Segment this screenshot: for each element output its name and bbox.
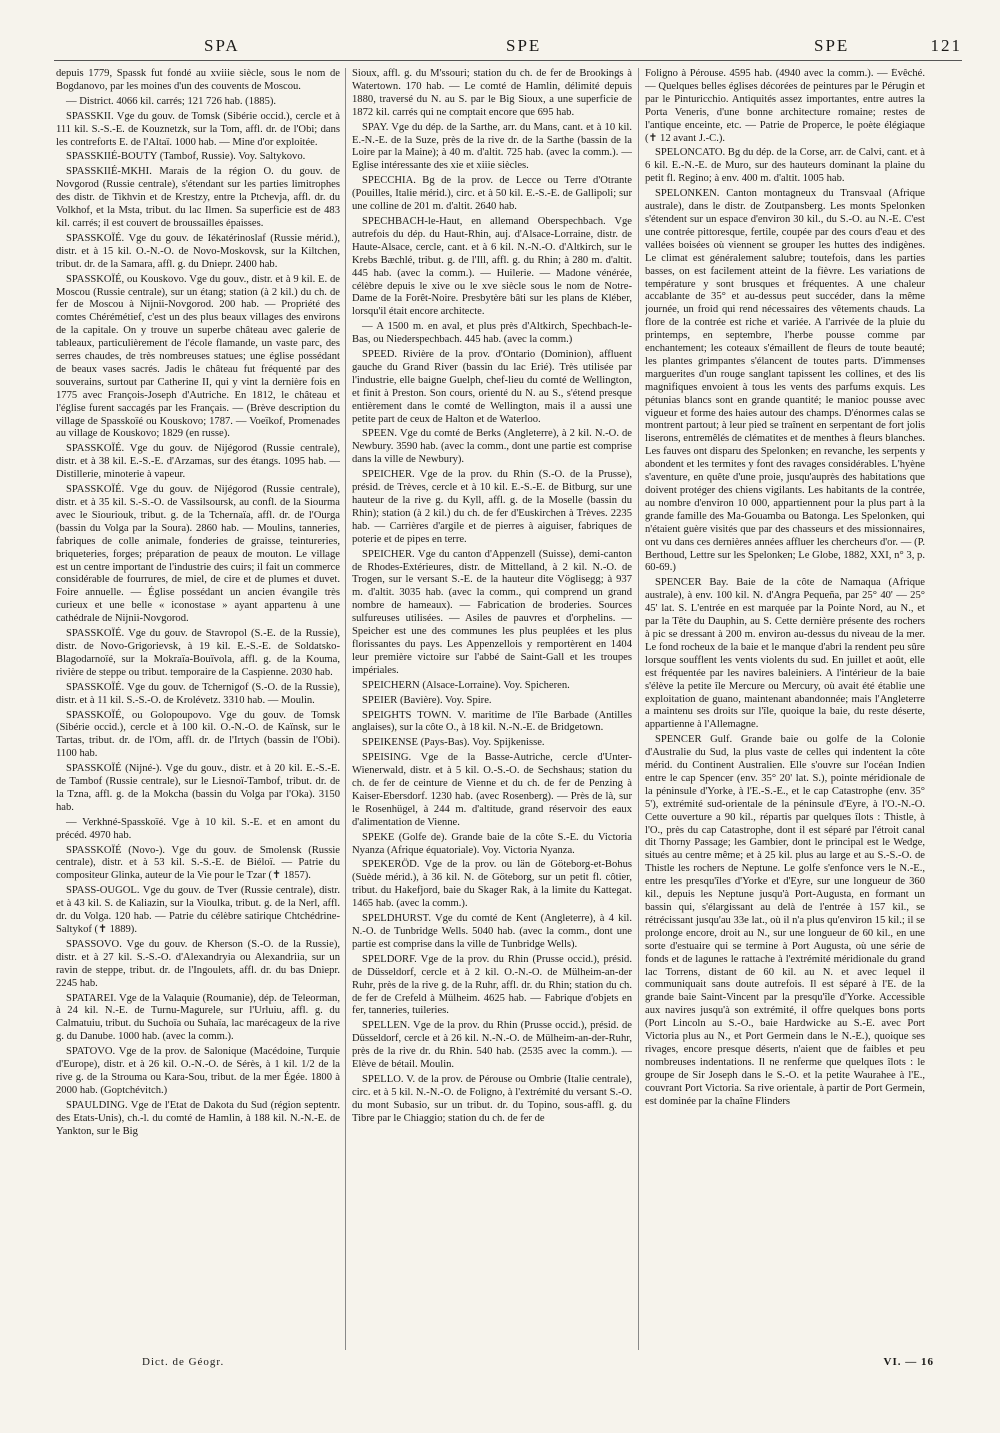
column-divider: [638, 68, 639, 1350]
footer-volume: VI. — 16: [883, 1356, 934, 1368]
entry-paragraph: SPAY. Vge du dép. de la Sarthe, arr. du Mans, cant. et à 10 kil. E.-N.-E. de la Suze, près de la rive dr. de la Sarthe (bassin de la Loire par la Maine); à 40 m. d'altit. 725 hab. (avec la comm.). — Eglise intéressante des xie et xiiie siècles.: [352, 121, 632, 172]
entry-paragraph: — Verkhné-Spasskoïé. Vge à 10 kil. S.-E. et en amont du précéd. 4970 hab.: [56, 816, 340, 841]
entry-paragraph: SPATOVO. Vge de la prov. de Salonique (Macédoine, Turquie d'Europe), distr. et à 26 kil. O.-N.-O. de Sérès, à 1 kil. 1/2 de la rive g. de la Strouma ou Kara-Sou, tribut. de la mer Égée. 1800 à 2000 hab. (Goptchévitch.): [56, 1046, 340, 1096]
entry-paragraph: SPEEN. Vge du comté de Berks (Angleterre), à 2 kil. N.-O. de Newbury. 3590 hab. (avec la comm., dont une partie est comprise dans la ville de Newbury).: [352, 428, 632, 466]
header-rule: [54, 60, 962, 61]
column-1: [56, 68, 340, 1350]
entry-paragraph: SPASSKOÏÉ. Vge du gouv. de Nijégorod (Russie centrale), distr. et à 35 kil. S.-S.-O. de Vassilsoursk, au confl. de la Siourma avec le Siouriouk, tribut. g. de la Tchernaïa, affl. dr. de l'Ourga (bassin du Volga par la Soura). 2860 hab. — Moulins, tanneries, fabriques de colle animale, fonderies de graisse, teintureries, briqueteries, forges; préparation de peaux de mouton. Le village est un centre important de l'industrie des cuirs; il fait un commerce considérable de fourrures, de miel, de cire et de plumes et duvet. Foire annuelle. — Église possédant un ancien évangile très curieux et une belle « iconostase » ayant appartenu à une cathédrale de Nijnii-Novgorod.: [56, 484, 340, 625]
header-right-word: SPE: [814, 36, 850, 55]
entry-paragraph: — A 1500 m. en aval, et plus près d'Altkirch, Spechbach-le-Bas, ou Niederspechbach. 445 hab. (avec la comm.): [352, 321, 632, 346]
running-header: [54, 36, 962, 66]
entry-paragraph: SPELONCATO. Bg du dép. de la Corse, arr. de Calvi, cant. et à 6 kil. E.-N.-E. de Muro, sur des hauteurs dominant la plaine du petit fl. Regino; à env. 400 m. d'altit. 1005 hab.: [645, 147, 925, 185]
entry-paragraph: SPASSKIIÉ-MKHI. Marais de la région O. du gouv. de Novgorod (Russie centrale), s'étendant sur les parties limitrophes des distr. de Tikhvin et de Krestzy, entre la Ptchevja, affl. dr. du Volkhof, et la Msta, tribut. du lac Ilmen. Sa superficie est de 483 kil. carrés; il est couvert de broussailles épaisses.: [56, 166, 340, 229]
entry-paragraph: SPASSKOÏÉ (Novo-). Vge du gouv. de Smolensk (Russie centrale), distr. et à 53 kil. S.-S.-E. de Biéloï. — Patrie du compositeur Glinka, auteur de la Vie pour le Tzar (✝ 1857).: [56, 844, 340, 882]
entry-paragraph: SPASSKOÏÉ. Vge du gouv. de Nijégorod (Russie centrale), distr. et à 38 kil. E.-S.-E. d'Arzamas, sur des étangs. 1095 hab. — Distillerie, minoterie à vapeur.: [56, 443, 340, 481]
entry-paragraph: SPASS-OUGOL. Vge du gouv. de Tver (Russie centrale), distr. et à 43 kil. S. de Kaliazin, sur la Vioulka, tribut. g. de la Nerl, affl. dr. du Volga. 120 hab. — Patrie du célèbre satirique Chtchédrine-Saltykof (✝ 1889).: [56, 885, 340, 935]
entry-paragraph: SPAULDING. Vge de l'Etat de Dakota du Sud (région septentr. des Etats-Unis), ch.-l. du comté de Hamlin, à 188 kil. N.-N.-E. de Yankton, sur le Big: [56, 1099, 340, 1137]
entry-paragraph: SPASSKIIÉ-BOUTY (Tambof, Russie). Voy. Saltykovo.: [66, 151, 306, 163]
entry-paragraph: SPASSKOÏÉ, ou Kouskovo. Vge du gouv., distr. et à 9 kil. E. de Moscou (Russie centrale), sur un étang; station (à 2 kil.) du ch. de fer de Moscou à Nijnii-Novgorod. 200 hab. — Propriété des comtes Chérémétief, c'est un des plus beaux villages des environs de la capitale. On y trouve un superbe château avec galerie de tableaux, particulièrement de l'école flamande, un vaste parc, des serres chaudes, de très nombreuses statues; une église possédant de beaux vases sacrés. Jadis le château fut fréquenté par des souverains, surtout par Catherine II, qui y vint la dernière fois en 1775 avec François-Joseph d'Autriche. En 1812, le château et l'église furent saccagés par les Français. — (Brève description du village de Spasskoïé ou Kouskovo; 1787. — Voeïkof, Promenades au village de Kouskovo; 1829 (en russe).: [56, 273, 340, 440]
entry-paragraph: Sioux, affl. g. du M'ssouri; station du ch. de fer de Brookings à Watertown. 170 hab. — Le comté de Hamlin, délimité depuis 1880, traversé du N. au S. par le Big Sioux, a une superficie de 1872 kil. carrés qui ne comptait encore que 695 hab.: [352, 68, 632, 118]
column-2: [352, 68, 632, 1350]
entry-paragraph: depuis 1779, Spassk fut fondé au xviiie siècle, sous le nom de Bogdanovo, par les moines d'un des couvents de Moscou.: [56, 68, 340, 92]
entry-paragraph: SPEIKENSE (Pays-Bas). Voy. Spijkenisse.: [362, 737, 545, 749]
entry-paragraph: SPASSOVO. Vge du gouv. de Kherson (S.-O. de la Russie), distr. et à 27 kil. S.-S.-O. d'Alexandryia ou Alexandriia, sur un ravin de steppe, tribut. dr. de l'Ingoulets, affl. dr. du bas Dniepr. 2245 hab.: [56, 938, 340, 989]
entry-paragraph: SPELDORF. Vge de la prov. du Rhin (Prusse occid.), présid. de Düsseldorf, cercle et à 2 kil. O.-N.-O. de Mülheim-an-der Ruhr, près de la rive g. de la Ruhr, affl. dr. du Rhin; station du ch. de fer de Crefeld à Mülheim. 4625 hab. — Fabrique d'objets en fer, tanneries, tuileries.: [352, 953, 632, 1017]
entry-paragraph: SPASSKII. Vge du gouv. de Tomsk (Sibérie occid.), cercle et à 111 kil. S.-S.-E. de Kouznetzk, sur la Tom, affl. dr. de l'Obi; dans les contreforts E. de l'Altaï. 1000 hab. — Mine d'or exploitée.: [56, 110, 340, 148]
entry-paragraph: SPELDHURST. Vge du comté de Kent (Angleterre), à 4 kil. N.-O. de Tunbridge Wells. 5040 hab. (avec la comm., dont une partie est comprise dans la ville de Tunbridge Wells).: [352, 913, 632, 950]
page-number: 121: [930, 36, 962, 55]
entry-paragraph: SPEKERÖD. Vge de la prov. ou län de Göteborg-et-Bohus (Suède mérid.), à 36 kil. N. de Göteborg, sur un petit fl. côtier, tribut. du Hakefjord, baie du Skager Rak, à la limite du Kattegat. 1465 hab. (avec la comm.).: [352, 859, 632, 910]
entry-paragraph: SPELONKEN. Canton montagneux du Transvaal (Afrique australe), dans le distr. de Zoutpansberg. Les monts Spelonken s'étendent sur un espace d'environ 30 kil., du S.-O. au N.-E. C'est une contrée pittoresque, fertile, coupée par des cours d'eau et des vallées boisées où viennent se grouper les huttes des indigènes. Le climat est généralement salubre; toutefois, dans les parties basses, on est facilement atteint de la fièvre. Les variations de température y sont brusques et fréquentes. A une chaleur accablante de 35° et au-dessus peut succéder, dans la même journée, un froid qui rend nécessaires des vêtements chauds. La flore de la contrée est riche et variée. A l'arrivée de la pluie du printemps, en septembre, l'herbe pousse comme par enchantement; les coteaux s'émaillent de fleurs de toute beauté; les plantes grimpantes s'élancent de toutes parts. D'immenses marguerites d'un rouge sanglant tapissent les collines, et des lis magnifiques envoient à tous les vents des parfums exquis. Les pétunias blancs sont en grande quantité; le manioc pousse avec vigueur et forme des haies autour des champs. D'énormes calas se montrent partout; à leur pied se traînent en serpentant de fort jolis liserons, entremêlés de clématites et de menthes à fleurs blanches. Les fauves ont disparu des Spelonken; en revanche, les serpents y abondent et les termites y font des ravages considérables. L'hyène s'aventure, en quête d'une proie, jusqu'auprès des habitations que doivent protéger des chiens vigilants. Les habitants de la contrée, au nombre d'environ 10 000, appartiennent pour la plus part à la grande famille des Ma-Gouamba ou Batonga. Les Spelonken, qui n'étaient guère visités que par des chasseurs et des missionnaires, ont vu dans ces dernières années affluer les chercheurs d'or. — (P. Berthoud, Lettre sur les Spelonken; Le Globe, 1882, XXI, n° 3, p. 60-69.): [645, 188, 925, 574]
entry-paragraph: SPEICHER. Vge de la prov. du Rhin (S.-O. de la Prusse), présid. de Trèves, cercle et à 10 kil. E.-S.-E. de Bitburg, sur une hauteur de la rive g. du Kyll, affl. g. de la Moselle (bassin du Rhin); station (à 2 kil.) du ch. de fer d'Euskirchen à Trèves. 2235 hab. — Carrières d'argile et de pierres à aiguiser, fabriques de poterie et de pipes en terre.: [352, 469, 632, 545]
entry-paragraph: SPEIGHTS TOWN. V. maritime de l'île Barbade (Antilles anglaises), sur la côte O., à 18 kil. N.-N.-E. de Bridgetown.: [352, 709, 632, 734]
entry-paragraph: SPEIER (Bavière). Voy. Spire.: [362, 694, 492, 706]
entry-paragraph: — District. 4066 kil. carrés; 121 726 hab. (1885).: [66, 95, 277, 107]
entry-paragraph: SPASSKOÏÉ (Nijné-). Vge du gouv., distr. et à 20 kil. E.-S.-E. de Tambof (Russie centrale), sur le Liesnoï-Tambof, tribut. dr. de la Tzna, affl. g. de la Mokcha (bassin du Volga par l'Oka). 3150 hab.: [56, 763, 340, 813]
entry-paragraph: SPELLO. V. de la prov. de Pérouse ou Ombrie (Italie centrale), circ. et à 5 kil. N.-N.-O. de Foligno, à l'extrémité du versant S.-O. du mont Subasio, sur un tribut. dr. du Topino, sous-affl. g. du Tibre par le Chiaggio; station du ch. de fer de: [352, 1073, 632, 1124]
entry-paragraph: SPASSKOÏÉ, ou Golopoupovo. Vge du gouv. de Tomsk (Sibérie occid.), cercle et à 100 kil. O.-N.-O. de Kaïnsk, sur le Tartas, tribut. dr. de l'Om, affl. dr. de l'Irtych (bassin de l'Obi). 1100 hab.: [56, 709, 340, 760]
entry-paragraph: SPASSKOÏÉ. Vge du gouv. de Iékatérinoslaf (Russie mérid.), distr. et à 15 kil. O.-N.-O. de Novo-Moskovsk, sur la Kiltchen, tribut. dr. de la Samara, affl. g. du Dniepr. 2400 hab.: [56, 232, 340, 270]
entry-paragraph: SPECHBACH-le-Haut, en allemand Oberspechbach. Vge autrefois du dép. du Haut-Rhin, auj. d'Alsace-Lorraine, distr. de Haute-Alsace, cercle, cant. et à 6 kil. N.-N.-O. d'Altkirch, sur le Krebs Bæchlé, tribut. g. de l'Ill, affl. g. du Rhin; à 280 m. d'altit. 445 hab. (avec la comm.). — Huilerie. — Madone vénérée, célèbre depuis le xive ou le xve siècle sous le nom de Notre-Dame de la Forêt-Noire. Presbytère bâti sur les plans de Kléber, lorsqu'il était encore architecte.: [352, 215, 632, 318]
column-3: [645, 68, 925, 1350]
page-footer: [54, 1356, 962, 1376]
column-divider: [345, 68, 346, 1350]
entry-paragraph: SPELLEN. Vge de la prov. du Rhin (Prusse occid.), présid. de Düsseldorf, cercle et à 26 kil. N.-N.-O. de Mülheim-an-der-Ruhr, près de la rive dr. du Rhin. 540 hab. (2535 avec la comm.). — Elève de bétail. Moulin.: [352, 1020, 632, 1071]
entry-paragraph: SPEISING. Vge de la Basse-Autriche, cercle d'Unter-Wienerwald, distr. et à 5 kil. O.-S.-O. de Sechshaus; station du ch. de fer de ceinture de Vienne et du ch. de fer de Penzing à Kaiser-Ebersdorf. 1230 hab. (avec Rosenberg). — Près de là, sur le Rosenhügel, à 244 m. d'altitude, grand réservoir des eaux d'alimentation de Vienne.: [352, 752, 632, 828]
header-left-word: SPA: [204, 36, 240, 55]
entry-paragraph: SPASSKOÏÉ. Vge du gouv. de Stavropol (S.-E. de la Russie), distr. de Novo-Grigorievsk, à 19 kil. E.-S.-E. de Soldatsko-Blagodarnoïé, sur la Mokraïa-Bouïvola, affl. g. de la Kouma, rivière de steppe ou tribut. temporaire de la Caspienne. 2030 hab.: [56, 628, 340, 678]
footer-signature: Dict. de Géogr.: [142, 1356, 225, 1368]
entry-paragraph: SPEED. Rivière de la prov. d'Ontario (Dominion), affluent gauche du Grand River (bassin du lac Erié). Très utilisée par l'industrie, elle baigne Guelph, chef-lieu du comté de Wellington, et finit à Preston. Son cours, orienté du N. au S., s'étend presque entièrement dans le comté de Wellington, mais il a aussi une petite part de ceux de Halton et de Waterloo.: [352, 349, 632, 425]
entry-paragraph: SPEICHERN (Alsace-Lorraine). Voy. Spicheren.: [362, 679, 570, 691]
entry-paragraph: SPEICHER. Vge du canton d'Appenzell (Suisse), demi-canton de Rhodes-Extérieures, distr. de Mittelland, à 2 kil. N.-O. de Trogen, sur le versant S.-E. de la hauteur dite Vöglisegg; à 937 m. d'altit. 3035 hab. (avec la comm., qui comprend un grand nombre de hameaux). — Fabrication de broderies. Sources sulfureuses utilisées. — Asiles de pauvres et d'orphelins. — Speicher est une des communes les plus peuplées et les plus florissantes du pays. Les Appenzellois y remportèrent en 1404 leur première victoire sur l'abbé de Saint-Gall et les troupes impériales.: [352, 548, 632, 676]
entry-paragraph: SPENCER Gulf. Grande baie ou golfe de la Colonie d'Australie du Sud, la plus vaste de celles qui indentent la côte mérid. du Continent Australien. Elle s'ouvre sur l'océan Indien entre le cap Spencer (env. 35° 20' lat. S.), pointe méridionale de la péninsule d'Yorke, à l'E.-S.-E., et le cap Catastrophe (env. 35° 5'), extrémité sud-orientale de la péninsule d'Eyre, à l'O.-N.-O. Cette ouverture a 90 kil., répartis par quelques îlots : Thistle, à l'O., près du cap Catastrophe, dont il est séparé par l'étroit canal dit Thorny Passage; les Gambier, dont le principal est le Wedge, situés au centre même; et à 25 kil. plus au large et au S.-S.-O. de Thistle les rochers de Neptune. Le golfe s'enfonce vers le N.-E., entre les presqu'îles d'Yorke et d'Eyre, sur une longueur de 360 kil., depuis les Neptune jusqu'à Port-Augusta, en formant un bassin qui, s'élargissant au delà de l'entrée à 157 kil., se rétrécissant jusqu'au 33e lat., où il n'a plus qu'environ 15 kil.; il se prolonge encore, droit au N., sur une longueur de 60 kil., en une sorte d'estuaire qui se termine à Port Augusta, où une série de fonds et de lagunes le rattache à l'extrémité méridionale du grand lac Torrens, distant de 60 kil. au N. et avec lequel il communiquait sans doute autrefois. Il est séparé à l'E. de la grande baie Saint-Vincent par la presqu'île d'Yorke. Accessible aux navires jusqu'à son extrémité, il offre quelques bons ports (Port Lincoln au S.-O., baie Hardwicke au S.-E. avec Port Victoria plus au N., et Port Germein dans le N.-E.), quoique ses rivages, encore presque déserts, n'aient que de faibles et peu nombreuses indentations. Il ne renferme que quelques îlots : le groupe de Sir Joseph dans le S.-O. et la petite Waurahee à l'E., couvrant Port Victoria. Sa rive orientale, à partir de Port Germein, est dominée par la chaîne Flinders: [645, 734, 925, 1107]
header-center-word: SPE: [506, 36, 542, 55]
entry-paragraph: SPEKE (Golfe de). Grande baie de la côte S.-E. du Victoria Nyanza (Afrique équatoriale). Voy. Victoria Nyanza.: [352, 831, 632, 856]
entry-paragraph: SPATAREI. Vge de la Valaquie (Roumanie), dép. de Teleorman, à 24 kil. N.-E. de Turnu-Magurele, sur l'Urluiu, affl. g. du Calmatuiu, tribut. du Suchoïa ou Suhaïa, lac marécageux de la rive g. du Danube. 1000 hab. (avec la comm.).: [56, 992, 340, 1043]
entry-paragraph: Foligno à Pérouse. 4595 hab. (4940 avec la comm.). — Évêché. — Quelques belles églises décorées de peintures par le Pérugin et par le Pinturicchio. Antiquités assez importantes, entre autres la Porta Veneris, d'une bonne architecture romaine; restes de l'antique enceinte, etc. — Patrie de Properce, le poète élégiaque (✝ 12 avant J.-C.).: [645, 68, 925, 144]
entry-paragraph: SPECCHIA. Bg de la prov. de Lecce ou Terre d'Otrante (Pouilles, Italie mérid.), circ. et à 50 kil. E.-S.-E. de Gallipoli; sur une colline de 201 m. d'altit. 2640 hab.: [352, 175, 632, 213]
entry-paragraph: SPENCER Bay. Baie de la côte de Namaqua (Afrique australe), à env. 100 kil. N. d'Angra Pequeña, par 25° 40' — 25° 45' lat. S. L'entrée en est marquée par la Pointe Nord, au N., et par la Tête du Dauphin, au S. Cette dernière présente des rochers à pic se dressant à 200 m. environ au-dessus du niveau de la mer. Le fond rocheux de la baie et le manque d'abri la rendent peu sûre lorsque soufflent les vents violents du sud. En juillet et août, elle est fréquentée par les navires baleiniers. A l'intérieur de la baie s'élève la petite île Mercure ou Mercury, où avait été établie une exploitation de guano, maintenant abandonnée; mais l'Angleterre a maintenu ses droits sur l'île, quoique la baie, du reste déserte, appartienne à l'Allemagne.: [645, 577, 925, 731]
entry-paragraph: SPASSKOÏÉ. Vge du gouv. de Tchernigof (S.-O. de la Russie), distr. et à 11 kil. S.-S.-O. de Krolévetz. 3310 hab. — Moulin.: [56, 681, 340, 706]
